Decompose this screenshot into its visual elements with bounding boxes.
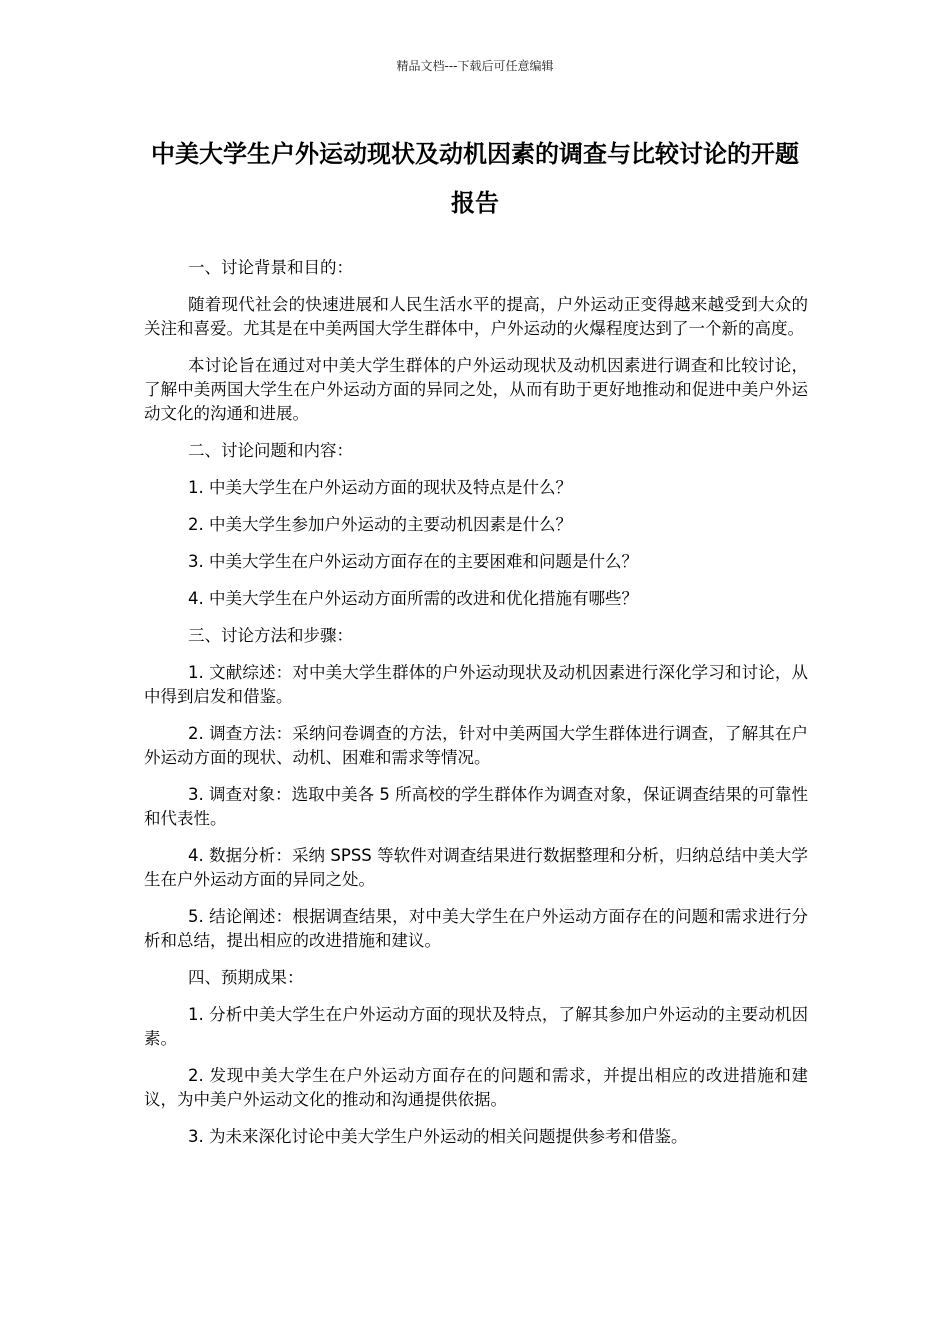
list-item: 4. 中美大学生在户外运动方面所需的改进和优化措施有哪些？	[188, 589, 638, 608]
section-heading-outcomes: 四、预期成果：	[188, 968, 304, 987]
document-title: 中美大学生户外运动现状及动机因素的调查与比较讨论的开题报告	[151, 140, 799, 217]
page-header: 精品文档---下载后可任意编辑	[396, 59, 554, 73]
list-item: 1. 分析中美大学生在户外运动方面的现状及特点，了解其参加户外运动的主要动机因素。	[144, 1005, 808, 1048]
list-item: 1. 文献综述：对中美大学生群体的户外运动现状及动机因素进行深化学习和讨论，从中得到启发和借鉴。	[144, 663, 808, 706]
document-body	[144, 256, 808, 1162]
section-heading-methods: 三、讨论方法和步骤：	[188, 626, 353, 645]
paragraph: 本讨论旨在通过对中美大学生群体的户外运动现状及动机因素进行调查和比较讨论，了解中美两国大学生在户外运动方面的异同之处，从而有助于更好地推动和促进中美户外运动文化的沟通和进展。	[144, 356, 808, 423]
list-item: 4. 数据分析：采纳 SPSS 等软件对调查结果进行数据整理和分析，归纳总结中美大学生在户外运动方面的异同之处。	[144, 846, 808, 889]
paragraph: 随着现代社会的快速进展和人民生活水平的提高，户外运动正变得越来越受到大众的关注和喜爱。尤其是在中美两国大学生群体中，户外运动的火爆程度达到了一个新的高度。	[144, 295, 808, 338]
list-item: 1. 中美大学生在户外运动方面的现状及特点是什么？	[188, 478, 572, 497]
section-heading-background: 一、讨论背景和目的：	[188, 258, 353, 277]
list-item: 3. 中美大学生在户外运动方面存在的主要困难和问题是什么？	[188, 552, 638, 571]
list-item: 2. 中美大学生参加户外运动的主要动机因素是什么？	[188, 515, 572, 534]
list-item: 5. 结论阐述：根据调查结果，对中美大学生在户外运动方面存在的问题和需求进行分析和总结，提出相应的改进措施和建议。	[144, 907, 808, 950]
section-heading-questions: 二、讨论问题和内容：	[188, 441, 353, 460]
list-item: 2. 调查方法：采纳问卷调查的方法，针对中美两国大学生群体进行调查，了解其在户外运动方面的现状、动机、困难和需求等情况。	[144, 724, 808, 767]
list-item: 2. 发现中美大学生在户外运动方面存在的问题和需求，并提出相应的改进措施和建议，为中美户外运动文化的推动和沟通提供依据。	[144, 1066, 808, 1109]
list-item: 3. 调查对象：选取中美各 5 所高校的学生群体作为调查对象，保证调查结果的可靠性和代表性。	[144, 785, 808, 828]
list-item: 3. 为未来深化讨论中美大学生户外运动的相关问题提供参考和借鉴。	[188, 1127, 688, 1146]
